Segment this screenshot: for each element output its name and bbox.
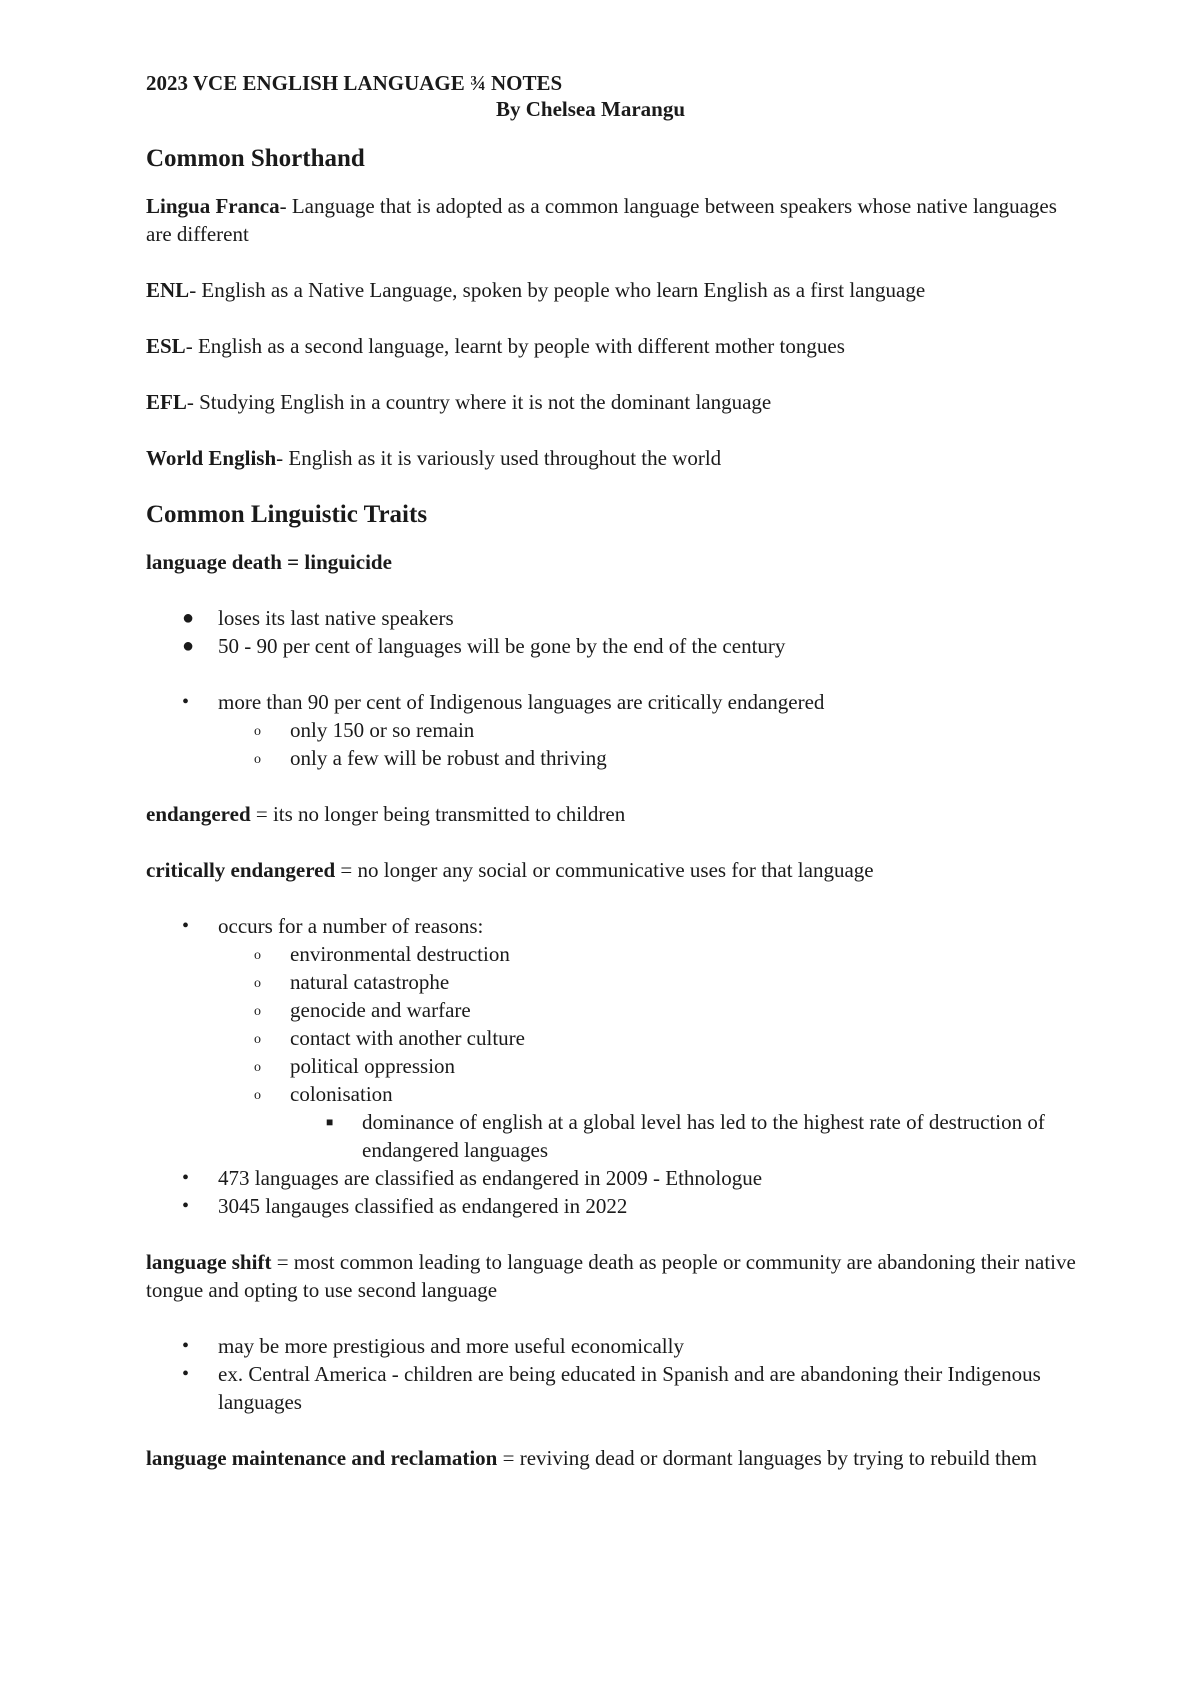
bullet-icon: ●	[182, 607, 195, 629]
term-language-death: language death = linguicide	[146, 550, 392, 574]
term-esl: ESL- English as a second language, learnt by people with different mother tongues	[146, 334, 845, 358]
circle-bullet-icon: o	[254, 724, 261, 739]
section-heading-traits: Common Linguistic Traits	[146, 501, 428, 528]
term-world-english: World English- English as it is variously used throughout the world	[146, 446, 722, 470]
document-page	[146, 70, 1086, 1500]
list-item: • 473 languages are classified as endangered in 2009 - Ethnologue	[182, 1166, 763, 1190]
list-item: ● loses its last native speakers	[182, 606, 454, 630]
circle-bullet-icon: o	[254, 1004, 261, 1019]
term-lingua-franca: Lingua Franca- Language that is adopted as a common language between speakers whose native languages are different	[146, 194, 1057, 246]
sub-list-item: o political oppression	[218, 1052, 1086, 1080]
sub-list-item: o only 150 or so remain	[218, 716, 1086, 744]
bullet-icon: •	[182, 1363, 190, 1385]
sub-list-item: o genocide and warfare	[218, 996, 1086, 1024]
term-critically-endangered: critically endangered = no longer any social or communicative uses for that language	[146, 858, 874, 882]
document-title: 2023 VCE ENGLISH LANGUAGE ¾ NOTES	[146, 71, 563, 95]
circle-bullet-icon: o	[254, 1060, 261, 1075]
circle-bullet-icon: o	[254, 1088, 261, 1103]
square-bullet-icon: ■	[326, 1115, 334, 1129]
section-heading-shorthand: Common Shorthand	[146, 145, 365, 172]
bullet-icon: •	[182, 691, 190, 713]
list-item: • more than 90 per cent of Indigenous languages are critically endangered o only 150 or so remain o only a few will be robust and thriving	[146, 688, 1086, 772]
sub-list-item: o natural catastrophe	[218, 968, 1086, 996]
sub-list-item: o only a few will be robust and thriving	[218, 744, 1086, 772]
sub-list-item: o contact with another culture	[218, 1024, 1086, 1052]
list-item: • may be more prestigious and more useful economically	[182, 1334, 684, 1358]
critically-endangered-list	[146, 912, 1086, 1220]
sub-sub-list-item: ■ dominance of english at a global level has led to the highest rate of destruction of endangered languages	[326, 1110, 1045, 1162]
term-endangered: endangered = its no longer being transmitted to children	[146, 802, 626, 826]
bullet-icon: •	[182, 1195, 190, 1217]
term-enl: ENL- English as a Native Language, spoken by people who learn English as a first language	[146, 278, 926, 302]
term-language-shift: language shift = most common leading to language death as people or community are abandoning their native tongue and opting to use second language	[146, 1250, 1076, 1302]
language-shift-list	[146, 1332, 1086, 1416]
list-item: • occurs for a number of reasons: o environmental destruction o natural catastrophe o genocide and warfare o contact with another culture o political oppression o colonisation ■ dominance of english at a global level has led to the highest rate of destruction of endangered languages	[146, 912, 1086, 1164]
list-item: • ex. Central America - children are being educated in Spanish and are abandoning their Indigenous languages	[182, 1362, 1041, 1414]
circle-bullet-icon: o	[254, 976, 261, 991]
circle-bullet-icon: o	[254, 752, 261, 767]
sub-list-item: o colonisation ■ dominance of english at a global level has led to the highest rate of destruction of endangered languages	[218, 1080, 1086, 1164]
circle-bullet-icon: o	[254, 1032, 261, 1047]
list-item: ● 50 - 90 per cent of languages will be gone by the end of the century	[182, 634, 786, 658]
sub-list-item: o environmental destruction	[218, 940, 1086, 968]
bullet-icon: ●	[182, 635, 195, 657]
circle-bullet-icon: o	[254, 948, 261, 963]
bullet-icon: •	[182, 1335, 190, 1357]
bullet-icon: •	[182, 915, 190, 937]
language-death-list	[146, 604, 1086, 772]
list-item: • 3045 langauges classified as endangered in 2022	[182, 1194, 628, 1218]
bullet-icon: •	[182, 1167, 190, 1189]
document-author: By Chelsea Marangu	[496, 97, 685, 121]
term-language-maintenance: language maintenance and reclamation = reviving dead or dormant languages by trying to rebuild them	[146, 1446, 1038, 1470]
term-efl: EFL- Studying English in a country where it is not the dominant language	[146, 390, 772, 414]
